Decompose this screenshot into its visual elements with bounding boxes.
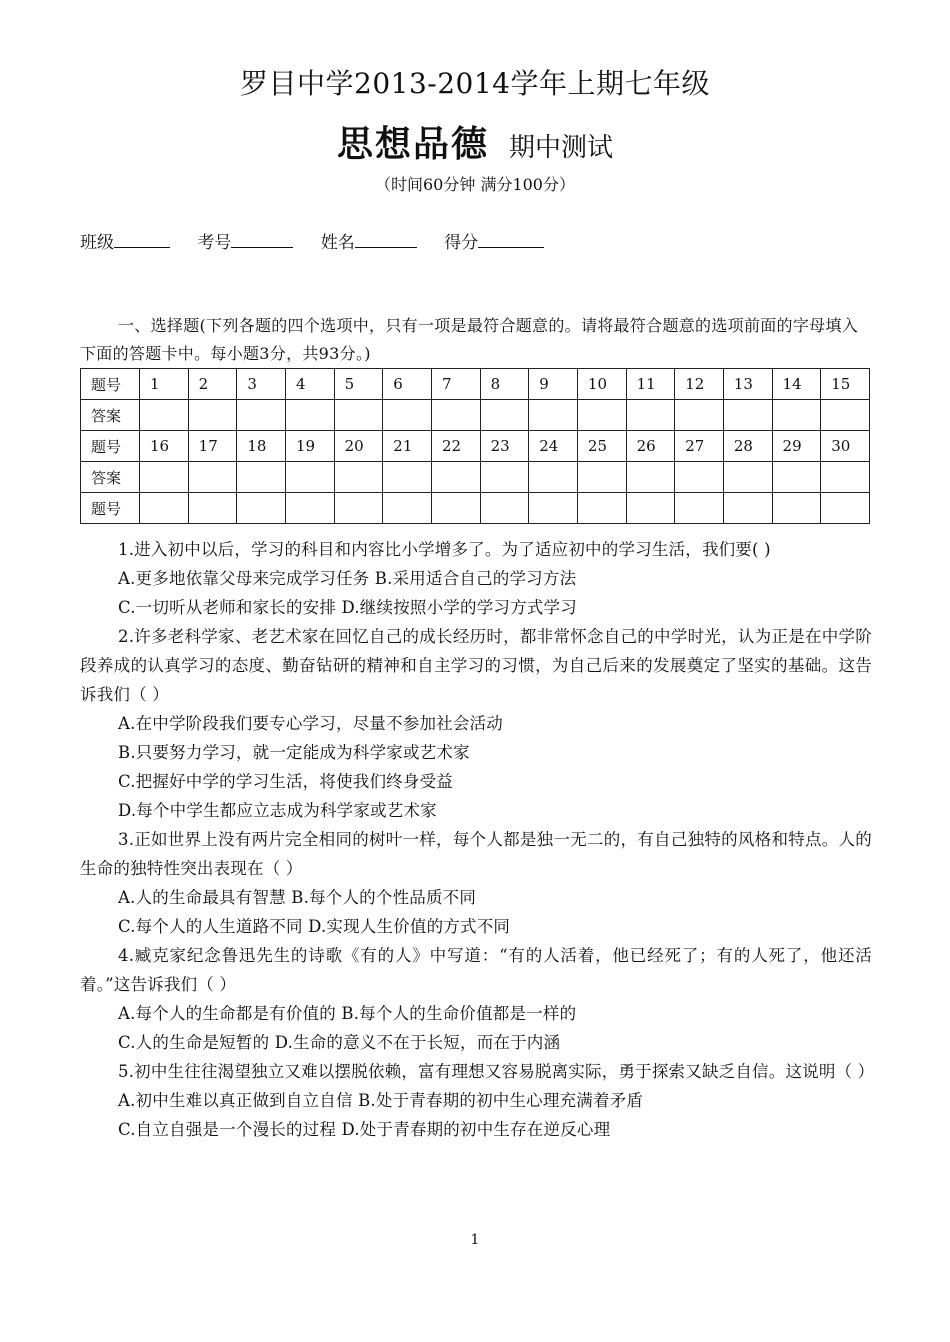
question-option: C.自立自强是一个漫长的过程 D.处于青春期的初中生存在逆反心理 [118, 1120, 611, 1139]
row-label: 题号 [81, 493, 140, 524]
question-number-cell: 4 [285, 369, 334, 400]
answer-cell[interactable] [626, 493, 675, 524]
table-row [81, 369, 870, 400]
answer-cell[interactable] [480, 400, 529, 431]
answer-cell[interactable] [334, 462, 383, 493]
answer-cell[interactable] [480, 462, 529, 493]
answer-cell[interactable] [383, 493, 432, 524]
name-blank[interactable] [355, 231, 417, 248]
answer-cell[interactable] [821, 462, 870, 493]
question-number-cell: 23 [480, 431, 529, 462]
question-number-cell: 11 [626, 369, 675, 400]
answer-cell[interactable] [140, 462, 189, 493]
question-number-cell: 12 [675, 369, 724, 400]
name-label: 姓名 [320, 233, 355, 253]
answer-cell[interactable] [723, 400, 772, 431]
answer-cell[interactable] [723, 462, 772, 493]
answer-cell[interactable] [529, 493, 578, 524]
answer-cell[interactable] [188, 462, 237, 493]
exam-time-score: （时间60分钟 满分100分） [375, 175, 575, 194]
answer-cell[interactable] [431, 400, 480, 431]
question-number-cell: 7 [431, 369, 480, 400]
answer-cell[interactable] [529, 462, 578, 493]
question-stem: 1.进入初中以后，学习的科目和内容比小学增多了。为了适应初中的学习生活，我们要( ) [118, 540, 771, 559]
answer-cell[interactable] [480, 493, 529, 524]
table-row [81, 400, 870, 431]
answer-cell[interactable] [772, 462, 821, 493]
subject-name: 思想品德 [336, 123, 489, 165]
row-label: 题号 [81, 431, 140, 462]
question-option: C.人的生命是短暂的 D.生命的意义不在于长短，而在于内涵 [118, 1033, 561, 1052]
question-number-cell: 3 [237, 369, 286, 400]
exam-title: 罗目中学2013-2014学年上期七年级 [240, 67, 710, 100]
question-number-cell: 27 [675, 431, 724, 462]
row-label: 答案 [81, 462, 140, 493]
section-heading: 一、选择题(下列各题的四个选项中，只有一项是最符合题意的。请将最符合题意的选项前面的字母填入下面的答题卡中。每小题3分，共93分。) [80, 316, 859, 363]
table-row [81, 462, 870, 493]
answer-cell[interactable] [626, 462, 675, 493]
question-option: A.初中生难以真正做到自立自信 B.处于青春期的初中生心理充满着矛盾 [118, 1091, 644, 1110]
answer-card-table [80, 368, 870, 524]
answer-cell[interactable] [821, 400, 870, 431]
row-label: 题号 [81, 369, 140, 400]
question-list [80, 535, 875, 1144]
answer-cell[interactable] [285, 400, 334, 431]
page-number: 1 [470, 1232, 480, 1248]
question-option: B.只要努力学习，就一定能成为科学家或艺术家 [118, 743, 470, 762]
question-number-cell: 17 [188, 431, 237, 462]
answer-cell[interactable] [675, 493, 724, 524]
answer-cell[interactable] [529, 400, 578, 431]
question-stem: 2.许多老科学家、老艺术家在回忆自己的成长经历时，都非常怀念自己的中学时光，认为正是在中学阶段养成的认真学习的态度、勤奋钻研的精神和自主学习的习惯，为自己后来的发展奠定了坚实的基础。这告诉我们（ ） [80, 627, 872, 704]
class-label: 班级 [80, 233, 114, 253]
answer-cell[interactable] [383, 400, 432, 431]
question-option: A.每个人的生命都是有价值的 B.每个人的生命价值都是一样的 [118, 1004, 577, 1023]
question-number-cell: 5 [334, 369, 383, 400]
question-number-cell: 9 [529, 369, 578, 400]
answer-cell[interactable] [237, 462, 286, 493]
table-row [81, 493, 870, 524]
question-number-cell: 19 [285, 431, 334, 462]
question-number-cell: 13 [723, 369, 772, 400]
question-number-cell: 10 [577, 369, 626, 400]
answer-cell[interactable] [431, 462, 480, 493]
answer-cell[interactable] [675, 400, 724, 431]
question-option: C.一切听从老师和家长的安排 D.继续按照小学的学习方式学习 [118, 598, 577, 617]
answer-cell[interactable] [237, 400, 286, 431]
question-option: C.把握好中学的学习生活，将使我们终身受益 [118, 772, 453, 791]
score-field [444, 233, 544, 253]
question-number-cell: 2 [188, 369, 237, 400]
question-stem: 5.初中生往往渴望独立又难以摆脱依赖，富有理想又容易脱离实际，勇于探索又缺乏自信。这说明（ ） [118, 1062, 875, 1081]
score-blank[interactable] [478, 231, 544, 248]
class-blank[interactable] [114, 231, 170, 248]
question-option: C.每个人的人生道路不同 D.实现人生价值的方式不同 [118, 917, 511, 936]
question-number-cell: 30 [821, 431, 870, 462]
answer-cell[interactable] [675, 462, 724, 493]
answer-cell[interactable] [188, 493, 237, 524]
question-number-cell: 28 [723, 431, 772, 462]
answer-cell[interactable] [140, 400, 189, 431]
question-number-cell: 21 [383, 431, 432, 462]
question-option: D.每个中学生都应立志成为科学家或艺术家 [118, 801, 437, 820]
answer-cell[interactable] [334, 400, 383, 431]
subject-heading [0, 116, 950, 167]
question-number-cell: 16 [140, 431, 189, 462]
question-number-cell: 26 [626, 431, 675, 462]
answer-cell[interactable] [577, 400, 626, 431]
answer-cell[interactable] [772, 493, 821, 524]
question-stem: 3.正如世界上没有两片完全相同的树叶一样，每个人都是独一无二的，有自己独特的风格和特点。人的生命的独特性突出表现在（ ） [80, 830, 872, 878]
question-number-cell: 8 [480, 369, 529, 400]
answer-cell[interactable] [723, 493, 772, 524]
question-number-cell: 29 [772, 431, 821, 462]
question-number-cell: 14 [772, 369, 821, 400]
question-number-cell: 1 [140, 369, 189, 400]
class-field [80, 233, 170, 253]
answer-cell[interactable] [626, 400, 675, 431]
answer-cell[interactable] [431, 493, 480, 524]
question-option: A.人的生命最具有智慧 B.每个人的个性品质不同 [118, 888, 477, 907]
answer-cell[interactable] [383, 462, 432, 493]
question-option: A.在中学阶段我们要专心学习，尽量不参加社会活动 [118, 714, 503, 733]
student-info-row [80, 228, 566, 253]
exam-type: 期中测试 [509, 133, 614, 163]
answer-cell[interactable] [237, 493, 286, 524]
question-number-cell: 15 [821, 369, 870, 400]
exam-number-blank[interactable] [231, 231, 293, 248]
exam-number-label: 考号 [197, 233, 232, 253]
answer-cell[interactable] [188, 400, 237, 431]
answer-cell[interactable] [334, 493, 383, 524]
answer-cell[interactable] [577, 462, 626, 493]
question-number-cell: 24 [529, 431, 578, 462]
question-number-cell: 25 [577, 431, 626, 462]
answer-cell[interactable] [285, 462, 334, 493]
question-number-cell: 6 [383, 369, 432, 400]
question-option: A.更多地依靠父母来完成学习任务 B.采用适合自己的学习方法 [118, 569, 577, 588]
table-row [81, 431, 870, 462]
score-label: 得分 [444, 233, 479, 253]
name-field [321, 233, 417, 253]
answer-cell[interactable] [821, 493, 870, 524]
question-stem: 4.臧克家纪念鲁迅先生的诗歌《有的人》中写道：“有的人活着，他已经死了；有的人死了，他还活着。”这告诉我们（ ） [80, 946, 872, 994]
question-number-cell: 20 [334, 431, 383, 462]
question-number-cell: 18 [237, 431, 286, 462]
answer-cell[interactable] [285, 493, 334, 524]
exam-number-field [197, 233, 293, 253]
answer-cell[interactable] [772, 400, 821, 431]
answer-cell[interactable] [577, 493, 626, 524]
question-number-cell: 22 [431, 431, 480, 462]
row-label: 答案 [81, 400, 140, 431]
answer-cell[interactable] [140, 493, 189, 524]
